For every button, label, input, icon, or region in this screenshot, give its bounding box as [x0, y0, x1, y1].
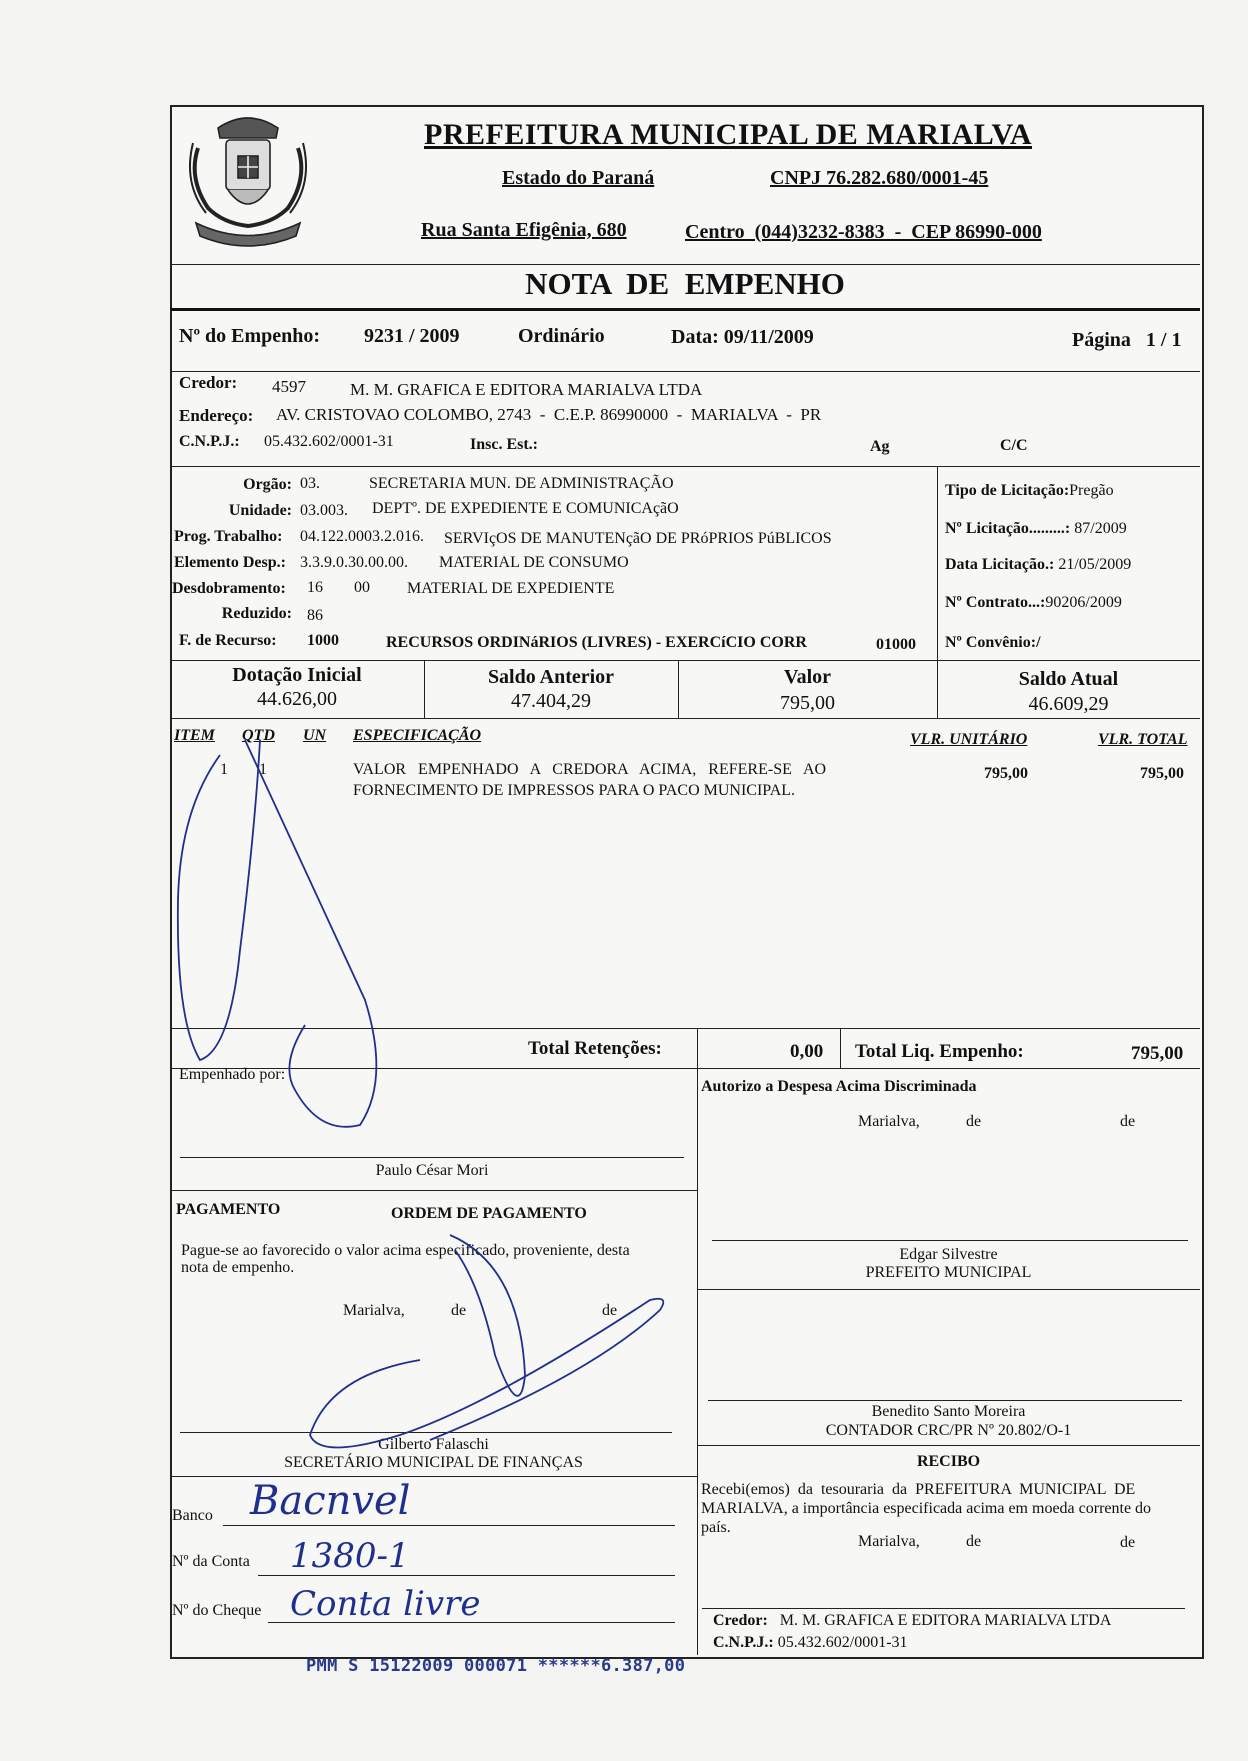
recibo-cnpj-value: 05.432.602/0001-31: [777, 1634, 908, 1651]
saldo-atual-label: Saldo Atual: [1018, 668, 1119, 690]
divider: [697, 1068, 698, 1655]
signature-scribble-icon: [160, 700, 400, 1140]
saldo-atual-value: 46.609,29: [1028, 693, 1109, 715]
recibo-text-line3: país.: [701, 1519, 731, 1536]
saldo-anterior-value: 47.404,29: [511, 690, 591, 712]
licitacao-type-value: Pregão: [1069, 482, 1114, 499]
item-unit-value: 795,00: [984, 765, 1028, 782]
contrato-value: 90206/2009: [1045, 594, 1122, 611]
licitacao-date-label: Data Licitação.:: [945, 556, 1055, 573]
prog-label: Prog. Trabalho:: [174, 528, 283, 545]
contrato-number: [945, 594, 1122, 612]
orgao-code: 03.: [300, 475, 320, 492]
divider: [697, 1028, 698, 1068]
recurso-name: RECURSOS ORDINáRIOS (LIVRES) - EXERCíCIO CORR: [386, 634, 807, 651]
bank-stamp: PMM S 15122009 000071 ******6.387,00: [306, 1656, 686, 1676]
autorizo-de2: de: [1120, 1113, 1136, 1130]
licitacao-number-label: Nº Licitação.........:: [945, 520, 1071, 537]
cc-label: C/C: [1000, 437, 1028, 454]
banco-line: [223, 1525, 675, 1526]
recibo-de2: de: [1120, 1534, 1136, 1551]
page-number: Página 1 / 1: [1072, 329, 1182, 351]
col-item-header: ITEM: [174, 727, 215, 744]
orgao-label: Orgão:: [243, 476, 292, 493]
liq-value: 795,00: [1131, 1043, 1184, 1064]
header-state: Estado do Paraná: [502, 167, 655, 189]
secretario-name: Gilberto Falaschi: [378, 1436, 489, 1453]
recibo-city: Marialva,: [858, 1533, 920, 1550]
divider: [937, 466, 938, 660]
ordem-pagamento-title: ORDEM DE PAGAMENTO: [391, 1205, 587, 1222]
elemento-name: MATERIAL DE CONSUMO: [439, 554, 629, 571]
banco-label: Banco: [172, 1507, 213, 1524]
empenhado-name: Paulo César Mori: [375, 1162, 489, 1179]
desdobramento-name: MATERIAL DE EXPEDIENTE: [407, 580, 615, 597]
item-spec-line1: VALOR EMPENHADO A CREDORA ACIMA, REFERE-SE AO: [353, 761, 827, 778]
credor-code: 4597: [272, 377, 306, 396]
unidade-label: Unidade:: [228, 502, 292, 519]
licitacao-type-label: Tipo de Licitação:: [945, 482, 1070, 499]
col-spec-header: ESPECIFICAÇÃO: [353, 727, 482, 744]
autorizo-de1: de: [966, 1113, 982, 1130]
insc-label: Insc. Est.:: [470, 436, 539, 453]
recurso-label: F. de Recurso:: [179, 632, 277, 649]
divider: [697, 1289, 1200, 1290]
banco-handwritten: Bacnvel: [250, 1478, 411, 1524]
licitacao-date-value: 21/05/2009: [1058, 556, 1132, 573]
recibo-cnpj: [713, 1634, 908, 1652]
divider: [170, 264, 1200, 265]
header-title: PREFEITURA MUNICIPAL DE MARIALVA: [424, 118, 1033, 151]
contador-name: Benedito Santo Moreira: [871, 1403, 1026, 1420]
pagamento-text-line2: nota de empenho.: [181, 1259, 295, 1276]
header-contact: Centro (044)3232-8383 - CEP 86990-000: [685, 221, 1042, 243]
saldo-anterior-label: Saldo Anterior: [487, 666, 615, 688]
autorizo-text: Autorizo a Despesa Acima Discriminada: [701, 1078, 977, 1095]
recibo-credor-label: Credor:: [713, 1612, 768, 1629]
header-street: Rua Santa Efigênia, 680: [421, 219, 627, 241]
address-label: Endereço:: [179, 406, 254, 425]
signature-scribble-icon: [290, 1225, 680, 1465]
valor-value: 795,00: [780, 692, 835, 714]
orgao-name: SECRETARIA MUN. DE ADMINISTRAÇÃO: [369, 475, 674, 492]
retencoes-value: 0,00: [790, 1041, 824, 1062]
credor-label: Credor:: [179, 373, 238, 392]
secretario-title: SECRETÁRIO MUNICIPAL DE FINANÇAS: [284, 1454, 583, 1471]
pagamento-de1: de: [451, 1302, 467, 1319]
item-total-value: 795,00: [1140, 765, 1184, 782]
divider: [170, 660, 1200, 661]
divider: [170, 1190, 697, 1191]
contador-title: CONTADOR CRC/PR Nº 20.802/O-1: [825, 1422, 1072, 1439]
recibo-de1: de: [966, 1533, 982, 1550]
credor-address: AV. CRISTOVAO COLOMBO, 2743 - C.E.P. 86990000 - MARIALVA - PR: [276, 405, 822, 424]
pagamento-city: Marialva,: [343, 1302, 405, 1319]
conta-label: Nº da Conta: [172, 1553, 250, 1570]
divider: [697, 1445, 1200, 1446]
recurso-code: 1000: [307, 632, 339, 649]
signature-line: [712, 1240, 1188, 1241]
licitacao-number-value: 87/2009: [1074, 520, 1127, 537]
liq-label: Total Liq. Empenho:: [855, 1041, 1024, 1062]
signature-line: [180, 1157, 684, 1158]
retencoes-label: Total Retenções:: [528, 1038, 662, 1059]
divider: [170, 466, 1200, 467]
licitacao-type: [945, 482, 1114, 500]
reduzido-label: Reduzido:: [221, 605, 292, 622]
prefeito-name: Edgar Silvestre: [899, 1246, 998, 1263]
reduzido-value: 86: [307, 607, 323, 624]
empenho-date: Data: 09/11/2009: [671, 326, 814, 348]
prefeito-title: PREFEITO MUNICIPAL: [865, 1264, 1032, 1281]
recibo-credor: [713, 1612, 1111, 1630]
desdobramento-code: 16: [307, 579, 323, 596]
item-number: 1: [220, 761, 228, 778]
valor-label: Valor: [783, 666, 832, 688]
document-title: NOTA DE EMPENHO: [525, 266, 845, 301]
recibo-text-line1: Recebi(emos) da tesouraria da PREFEITURA MUNICIPAL DE: [701, 1481, 1136, 1498]
dotacao-label: Dotação Inicial: [232, 664, 362, 686]
item-spec-line2: FORNECIMENTO DE IMPRESSOS PARA O PACO MUNICIPAL.: [353, 782, 796, 799]
pagamento-text-line1: Pague-se ao favorecido o valor acima especificado, proveniente, desta: [181, 1242, 630, 1259]
desdobramento-label: Desdobramento:: [172, 580, 286, 597]
desdobramento-subcode: 00: [354, 579, 370, 596]
prog-code: 04.122.0003.2.016.: [300, 528, 424, 545]
divider: [170, 371, 1200, 372]
recibo-cnpj-label: C.N.P.J.:: [713, 1634, 774, 1651]
unidade-code: 03.003.: [300, 502, 348, 519]
divider: [840, 1028, 841, 1068]
autorizo-city: Marialva,: [858, 1113, 920, 1130]
empenho-type: Ordinário: [518, 325, 605, 347]
empenhado-label: Empenhado por:: [179, 1066, 286, 1083]
dotacao-value: 44.626,00: [257, 688, 337, 710]
pagamento-de2: de: [602, 1302, 618, 1319]
pagamento-label: PAGAMENTO: [176, 1201, 281, 1218]
unidade-name: DEPTº. DE EXPEDIENTE E COMUNICAçãO: [372, 500, 679, 517]
licitacao-number: [945, 520, 1127, 538]
divider: [170, 308, 1200, 311]
prog-name: SERVIçOS DE MANUTENçãO DE PRóPRIOS PúBLICOS: [444, 530, 832, 547]
col-qtd-header: QTD: [242, 727, 275, 744]
convenio-label: Nº Convênio:/: [945, 634, 1041, 651]
credor-cnpj: 05.432.602/0001-31: [264, 433, 394, 450]
col-unit-header: VLR. UNITÁRIO: [910, 731, 1028, 748]
coat-of-arms-icon: [178, 108, 318, 258]
cheque-label: Nº do Cheque: [172, 1602, 262, 1619]
empenho-number-label: Nº do Empenho:: [179, 325, 321, 347]
signature-line: [702, 1608, 1185, 1609]
cheque-handwritten: Conta livre: [290, 1584, 481, 1624]
recibo-credor-name: M. M. GRAFICA E EDITORA MARIALVA LTDA: [779, 1612, 1112, 1629]
header-cnpj: CNPJ 76.282.680/0001-45: [770, 167, 989, 189]
empenho-number: 9231 / 2009: [364, 325, 460, 347]
recibo-text-line2: MARIALVA, a importância especificada acima em moeda corrente do: [701, 1500, 1152, 1517]
col-total-header: VLR. TOTAL: [1098, 731, 1188, 748]
cnpj-label: C.N.P.J.:: [179, 433, 240, 450]
contrato-label: Nº Contrato...:: [945, 594, 1046, 611]
elemento-label: Elemento Desp.:: [174, 554, 286, 571]
item-qtd: 1: [259, 761, 267, 778]
col-un-header: UN: [303, 727, 327, 744]
licitacao-date: [945, 556, 1131, 574]
signature-line: [708, 1400, 1182, 1401]
elemento-code: 3.3.9.0.30.00.00.: [300, 554, 408, 571]
divider: [170, 1476, 697, 1477]
credor-name: M. M. GRAFICA E EDITORA MARIALVA LTDA: [350, 380, 703, 399]
recurso-subcode: 01000: [876, 636, 916, 653]
recibo-title: RECIBO: [916, 1453, 981, 1470]
ag-label: Ag: [870, 438, 890, 455]
conta-handwritten: 1380-1: [290, 1536, 410, 1576]
